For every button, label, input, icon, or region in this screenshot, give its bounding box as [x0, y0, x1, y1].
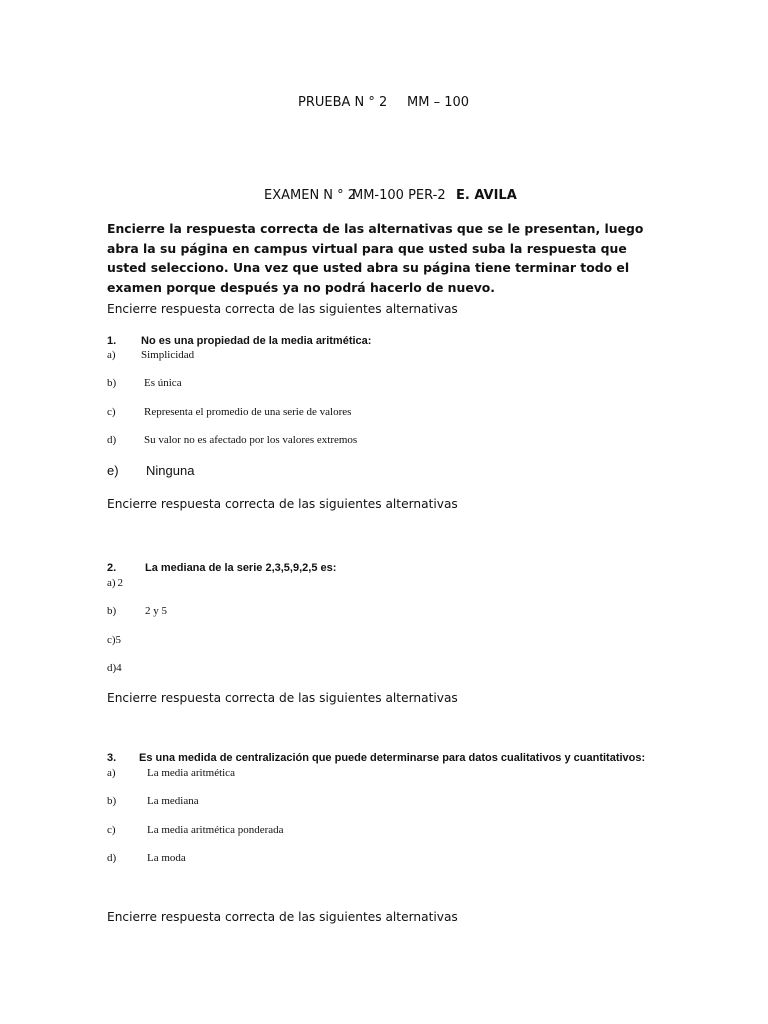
option-letter: d)	[107, 852, 117, 864]
instruction-text: Encierre respuesta correcta de las siguientes alternativas	[107, 691, 458, 705]
option-text: Representa el promedio de una serie de valores	[144, 406, 352, 418]
option-letter: e)	[107, 463, 119, 478]
option-text: La media aritmética ponderada	[147, 824, 284, 836]
option-letter	[107, 662, 122, 674]
question-text: No es una propiedad de la media aritmética:	[141, 335, 372, 347]
option-text: 4	[116, 662, 122, 674]
instruction-text: Encierre respuesta correcta de las siguientes alternativas	[107, 497, 458, 511]
intro-paragraph: Encierre la respuesta correcta de las alternativas que se le presentan, luego abra la su página en campus virtual para que usted suba la respuesta que usted selecciono. Una vez que usted abra su página tiene terminar todo el examen porque después ya no podrá hacerlo de nuevo.	[107, 221, 644, 295]
option-text: 2	[117, 577, 124, 589]
option-letter: b)	[107, 605, 117, 617]
prueba-label: PRUEBA N ° 2	[298, 95, 388, 110]
option-letter: b)	[107, 377, 117, 389]
option-letter	[107, 634, 121, 646]
option-text: Es única	[144, 377, 182, 389]
option-letter: b)	[107, 795, 117, 807]
option-letter-text: c)	[107, 634, 116, 646]
option-letter-text: a)	[107, 577, 116, 589]
exam-code: MM-100 PER-2	[352, 188, 446, 203]
exam-author: E. AVILA	[456, 188, 517, 203]
option-text: Ninguna	[146, 463, 195, 478]
option-text: Su valor no es afectado por los valores extremos	[144, 434, 358, 446]
option-letter: c)	[107, 824, 116, 836]
option-letter	[107, 577, 123, 589]
question-number: 1.	[107, 335, 117, 347]
question-text: Es una medida de centralización que puede determinarse para datos cualitativos y cuantitativos:	[139, 752, 646, 764]
option-text: 5	[115, 634, 122, 646]
option-text: La moda	[147, 852, 186, 864]
option-text: 2 y 5	[145, 605, 167, 617]
exam-number: EXAMEN N ° 2	[264, 188, 357, 203]
instruction-text: Encierre respuesta correcta de las siguientes alternativas	[107, 910, 458, 924]
option-text: La mediana	[147, 795, 199, 807]
option-letter: a)	[107, 349, 116, 361]
option-letter: c)	[107, 406, 116, 418]
question-text: La mediana de la serie 2,3,5,9,2,5 es:	[145, 562, 337, 574]
option-letter: a)	[107, 767, 116, 779]
course-code: MM – 100	[407, 95, 470, 110]
option-text: La media aritmética	[147, 767, 235, 779]
instruction-text: Encierre respuesta correcta de las siguientes alternativas	[107, 302, 458, 316]
option-text: Simplicidad	[141, 349, 195, 361]
option-letter-text: d)	[107, 662, 117, 674]
option-letter: d)	[107, 434, 117, 446]
question-number: 2.	[107, 562, 117, 574]
question-number: 3.	[107, 752, 117, 764]
